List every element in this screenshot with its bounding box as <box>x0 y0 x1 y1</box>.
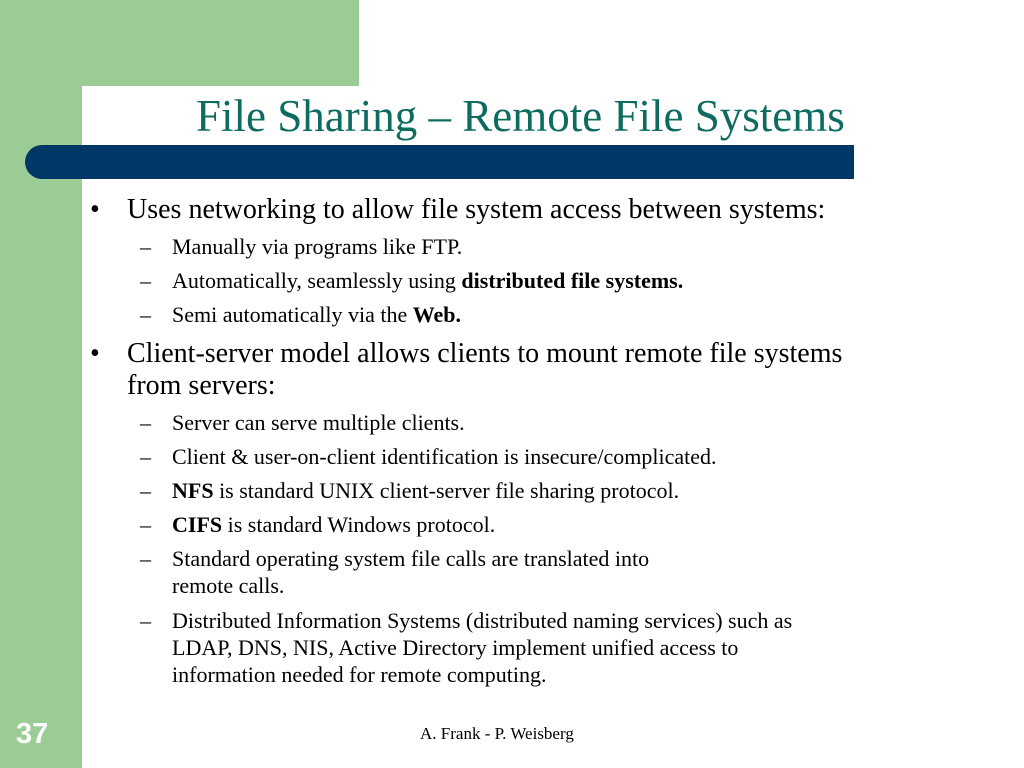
top-green-band <box>0 0 359 86</box>
dash-marker: – <box>140 512 151 537</box>
bullet-marker: • <box>90 338 100 369</box>
sub-bullet-text: CIFS is standard Windows protocol. <box>172 512 496 537</box>
dash-marker: – <box>140 608 151 633</box>
dash-marker: – <box>140 268 151 293</box>
emphasis-text: distributed file systems. <box>461 268 684 293</box>
sub-bullet-text: NFS is standard UNIX client-server file sharing protocol. <box>172 478 680 503</box>
bullet-marker: • <box>90 194 100 225</box>
dash-marker: – <box>140 234 151 259</box>
sub-bullet-text: Automatically, seamlessly using distributed file systems. <box>172 268 684 293</box>
bullet-text: Uses networking to allow file system access between systems: <box>127 194 826 225</box>
title-underline-bar <box>25 145 854 179</box>
emphasis-text: NFS <box>172 478 214 503</box>
sub-bullet-text: Manually via programs like FTP. <box>172 234 463 259</box>
footer-authors: A. Frank - P. Weisberg <box>420 724 574 743</box>
sub-bullet-text: Server can serve multiple clients. <box>172 410 465 435</box>
emphasis-text: CIFS <box>172 512 223 537</box>
left-green-band <box>0 0 82 768</box>
dash-marker: – <box>140 444 151 469</box>
sub-bullet-text: Client & user-on-client identification is insecure/complicated. <box>172 444 717 469</box>
sub-bullet-text: Standard operating system file calls are translated into remote calls. <box>172 546 650 598</box>
sub-bullet-text: Distributed Information Systems (distributed naming services) such as LDAP, DNS, NIS, Active Directory implement unified access to information needed for remote computing. <box>172 608 793 687</box>
slide-title: File Sharing – Remote File Systems <box>196 91 845 141</box>
sub-bullet-text: Semi automatically via the Web. <box>172 302 462 327</box>
dash-marker: – <box>140 410 151 435</box>
emphasis-text: Web. <box>412 302 462 327</box>
dash-marker: – <box>140 478 151 503</box>
bullet-text: Client-server model allows clients to mount remote file systems from servers: <box>127 338 843 401</box>
dash-marker: – <box>140 546 151 571</box>
slide-number: 37 <box>16 718 49 750</box>
dash-marker: – <box>140 302 151 327</box>
